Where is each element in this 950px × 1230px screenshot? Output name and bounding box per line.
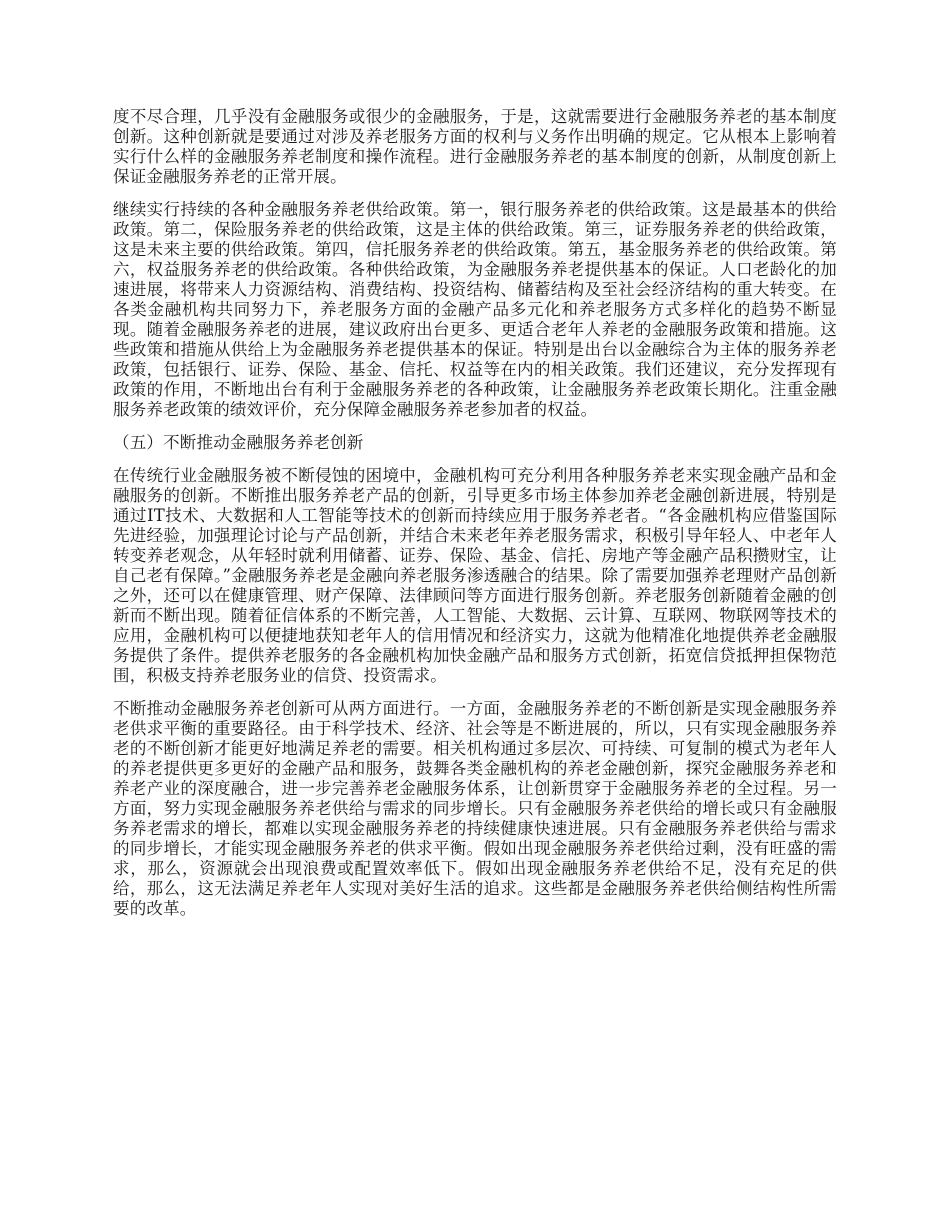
document-page	[113, 107, 837, 932]
paragraph-two-aspects: 不断推动金融服务养老创新可从两方面进行。一方面，金融服务养老的不断创新是实现金融服务养老供求平衡的重要路径。由于科学技术、经济、社会等是不断进展的，所以，只有实现金融服务养老的不断创新才能更好地满足养老的需要。相关机构通过多层次、可持续、可复制的模式为老年人的养老提供更多更好的金融产品和服务，鼓舞各类金融机构的养老金融创新，探究金融服务养老和养老产业的深度融合，进一步完善养老金融服务体系，让创新贯穿于金融服务养老的全过程。另一方面，努力实现金融服务养老供给与需求的同步增长。只有金融服务养老供给的增长或只有金融服务养老需求的增长，都难以实现金融服务养老的持续健康快速进展。只有金融服务养老供给与需求的同步增长，才能实现金融服务养老的供求平衡。假如出现金融服务养老供给过剩，没有旺盛的需求，那么，资源就会出现浪费或配置效率低下。假如出现金融服务养老供给不足，没有充足的供给，那么，这无法满足养老年人实现对美好生活的追求。这些都是金融服务养老供给侧结构性所需要的改革。	[113, 699, 837, 918]
section-heading: （五）不断推动金融服务养老创新	[113, 433, 364, 452]
paragraph-institutional-innovation: 度不尽合理，几乎没有金融服务或很少的金融服务，于是，这就需要进行金融服务养老的基本制度创新。这种创新就是要通过对涉及养老服务方面的权利与义务作出明确的规定。它从根本上影响着实行什么样的金融服务养老制度和操作流程。进行金融服务养老的基本制度的创新，从制度创新上保证金融服务养老的正常开展。	[113, 107, 837, 186]
paragraph-product-innovation: 在传统行业金融服务被不断侵蚀的困境中，金融机构可充分利用各种服务养老来实现金融产品和金融服务的创新。不断推出服务养老产品的创新，引导更多市场主体参加养老金融创新进展，特别是通过IT技术、大数据和人工智能等技术的创新而持续应用于服务养老者。“各金融机构应借鉴国际先进经验，加强理论讨论与产品创新，并结合未来老年养老服务需求，积极引导年轻人、中老年人转变养老观念，从年轻时就利用储蓄、证券、保险、基金、信托、房地产等金融产品积攒财宝，让自己老有保障。”金融服务养老是金融向养老服务渗透融合的结果。除了需要加强养老理财产品创新之外，还可以在健康管理、财产保障、法律顾问等方面进行服务创新。养老服务创新随着金融的创新而不断出现。随着征信体系的不断完善，人工智能、大数据、云计算、互联网、物联网等技术的应用，金融机构可以便捷地获知老年人的信用情况和经济实力，这就为他精准化地提供养老金融服务提供了条件。提供养老服务的各金融机构加快金融产品和服务方式创新，拓宽信贷抵押担保物范围，积极支持养老服务业的信贷、投资需求。	[113, 466, 837, 685]
paragraph-supply-policies: 继续实行持续的各种金融服务养老供给政策。第一，银行服务养老的供给政策。这是最基本的供给政策。第二，保险服务养老的供给政策，这是主体的供给政策。第三，证券服务养老的供给政策，这是未来主要的供给政策。第四，信托服务养老的供给政策。第五，基金服务养老的供给政策。第六，权益服务养老的供给政策。各种供给政策，为金融服务养老提供基本的保证。人口老龄化的加速进展，将带来人力资源结构、消费结构、投资结构、储蓄结构及至社会经济结构的重大转变。在各类金融机构共同努力下，养老服务方面的金融产品多元化和养老服务方式多样化的趋势不断显现。随着金融服务养老的进展，建议政府出台更多、更适合老年人养老的金融服务政策和措施。这些政策和措施从供给上为金融服务养老提供基本的保证。特别是出台以金融综合为主体的服务养老政策，包括银行、证券、保险、基金、信托、权益等在内的相关政策。我们还建议，充分发挥现有政策的作用，不断地出台有利于金融服务养老的各种政策，让金融服务养老政策长期化。注重金融服务养老政策的绩效评价，充分保障金融服务养老参加者的权益。	[113, 200, 837, 419]
